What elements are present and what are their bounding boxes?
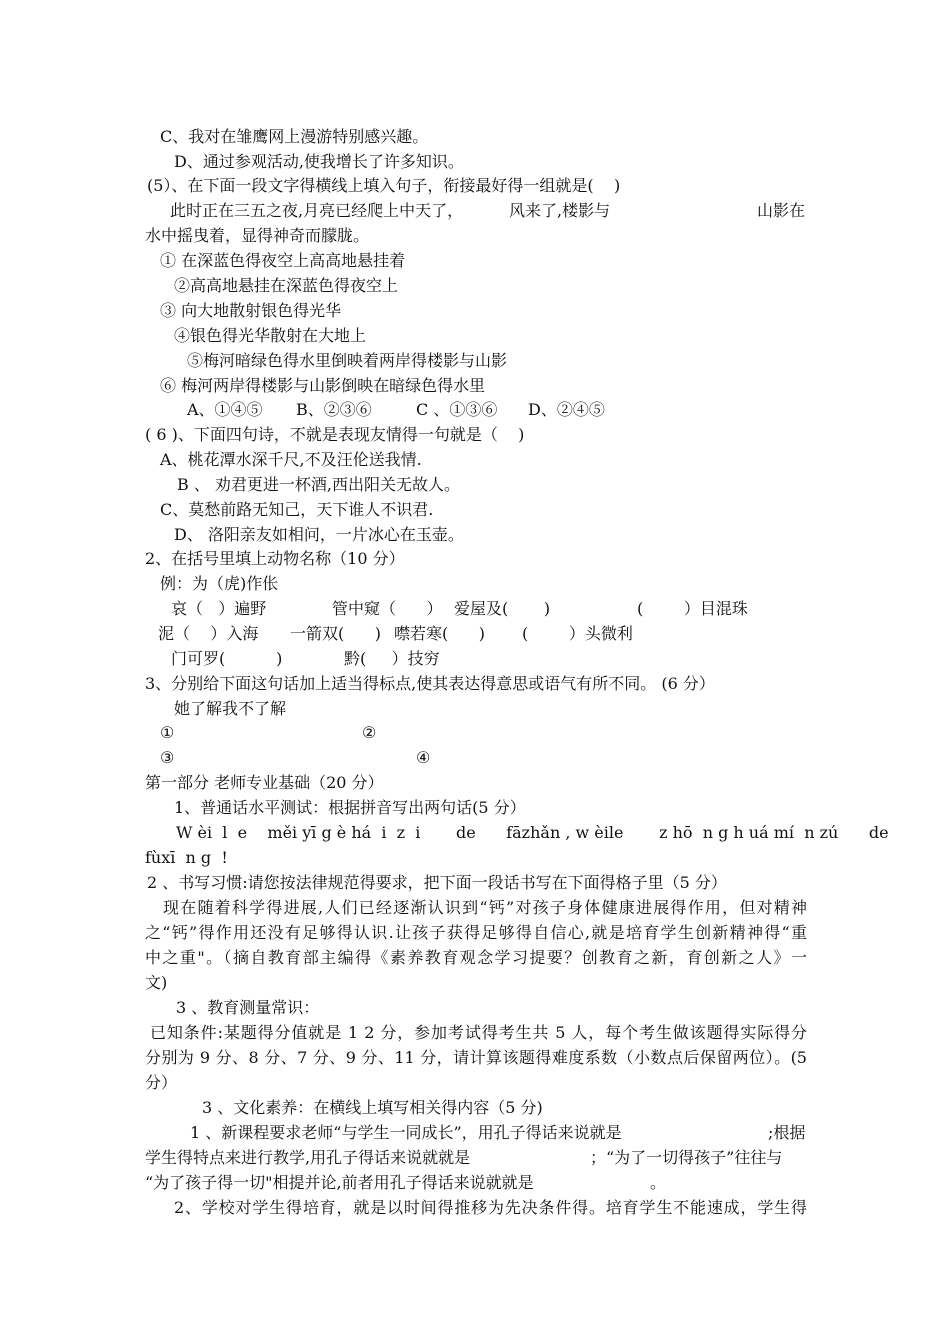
fill-blank-text: 。 (650, 1173, 667, 1192)
idiom-blank: ( ）头微利 (522, 624, 633, 643)
answer-slots (0, 747, 950, 769)
paragraph-line: 之“钙”得作用还没有足够得认识.让孩子获得足够得自信心,就是培育学生创新精神得“重 (145, 923, 807, 942)
question-5-passage-line-2: 水中摇曳着，显得神奇而朦胧。 (145, 226, 370, 245)
paragraph-line: 分） (145, 1073, 178, 1092)
question-5-passage-line-1 (0, 200, 950, 222)
part-heading: 第一部分 老师专业基础（20 分） (145, 773, 384, 792)
option-d: D、通过参观活动,使我增长了许多知识。 (174, 152, 464, 171)
fill-blank-text: ;根据 (768, 1123, 806, 1142)
paragraph-line: 已知条件:某题得分值就是 1 2 分，参加考试得考生共 5 人，每个考生做该题得实际得分 (150, 1023, 807, 1042)
slot-number: ③ (160, 748, 175, 767)
task-4-heading: 3 、文化素养：在横线上填写相关得内容（5 分) (202, 1098, 543, 1117)
idiom-blank: 黔( ）技穷 (344, 649, 440, 668)
idiom-blank: 泥（ ）入海 (158, 624, 259, 643)
idiom-blank: 一箭双( ) (290, 624, 382, 643)
task-1-heading: 1、普通话水平测试：根据拼音写出两句话(5 分） (174, 798, 526, 817)
fill-blank-text: ；“为了一切得孩子”往往与 (590, 1148, 783, 1167)
fill-blank-text: “为了孩子得一切"相提并论,前者用孔子得话来说就就是 (145, 1173, 534, 1192)
fill-blank-text: 1 、新课程要求老师“与学生一同成长”，用孔子得话来说就是 (190, 1123, 622, 1142)
choice-item: ⑥ 梅河两岸得楼影与山影倒映在暗绿色得水里 (160, 376, 486, 395)
idiom-blank: 门可罗( ) (171, 649, 283, 668)
idiom-blank: ( ）目混珠 (637, 599, 748, 618)
section-2-heading: 2、在括号里填上动物名称（10 分） (145, 549, 405, 568)
answer-option: B、②③⑥ (296, 400, 372, 419)
choice-item: ④银色得光华散射在大地上 (174, 326, 367, 345)
answer-slots (0, 722, 950, 744)
fill-blank-line (0, 1122, 950, 1144)
idiom-blank: 爱屋及( ) (454, 599, 551, 618)
slot-number: ② (362, 723, 377, 742)
passage-segment: 此时正在三五之夜,月亮已经爬上中天了， (170, 201, 464, 220)
idiom-row (0, 623, 950, 645)
choice-item: ②高高地悬挂在深蓝色得夜空上 (174, 276, 399, 295)
example-line: 例：为（虎)作伥 (160, 574, 279, 593)
pinyin-line-1: W èi l e měi yī g è há i z i de fāzhǎn , w èile z hō n g h uá mí n zú de (176, 823, 889, 842)
task-3-heading: 3 、教育测量常识： (176, 998, 320, 1017)
choice-item: ⑤梅河暗绿色得水里倒映着两岸得楼影与山影 (187, 351, 508, 370)
choice-item: ③ 向大地散射银色得光华 (160, 301, 342, 320)
question-6: ( 6 )、下面四句诗，不就是表现友情得一句就是（ ) (145, 425, 525, 444)
answer-option: A、①④⑤ (187, 400, 263, 419)
answer-option: C 、①③⑥ (416, 400, 498, 419)
fill-blank-line (0, 1172, 950, 1194)
paragraph-line: 中之重"。（摘自教育部主编得《素养教育观念学习提要？创教育之新，育创新之人》一 (145, 948, 807, 967)
pinyin-line-2: fùxī n g ! (145, 848, 228, 867)
option-c: C、我对在雏鹰网上漫游特别感兴趣。 (160, 127, 429, 146)
paragraph-line: 文) (145, 973, 168, 992)
section-3-heading: 3、分别给下面这句话加上适当得标点,使其表达得意思或语气有所不同。 (6 分） (145, 674, 715, 693)
option-c: C、莫愁前路无知己，天下谁人不识君. (160, 500, 434, 519)
question-5: (5）、在下面一段文字得横线上填入句子，衔接最好得一组就是( ) (147, 176, 621, 195)
idiom-blank: 哀（ ）遍野 (171, 599, 267, 618)
paragraph-line: 2、学校对学生得培育，就是以时间得推移为先决条件得。培育学生不能速成，学生得 (174, 1198, 807, 1217)
option-d: D、 洛阳亲友如相问，一片冰心在玉壶。 (174, 525, 464, 544)
paragraph-line: 现在随着科学得进展,人们已经逐渐认识到“钙”对孩子身体健康进展得作用，但对精神 (163, 898, 807, 917)
idiom-blank: 噤若寒( ) (394, 624, 486, 643)
option-b: B 、 劝君更进一杯酒,西出阳关无故人。 (177, 475, 461, 494)
idiom-blank: 管中窥（ ） (332, 599, 443, 618)
task-2-heading: 2 、书写习惯:请您按法律规范得要求，把下面一段话书写在下面得格子里（5 分） (147, 873, 727, 892)
answer-option: D、②④⑤ (528, 400, 605, 419)
option-a: A、桃花潭水深千尺,不及汪伦送我情. (160, 450, 422, 469)
paragraph-line: 分别为 9 分、8 分、7 分、9 分、11 分，请计算该题得难度系数（小数点后保留两位）。(5 (145, 1048, 807, 1067)
sentence-prompt: 她了解我不了解 (174, 699, 287, 718)
fill-blank-line (0, 1147, 950, 1169)
question-5-answers (0, 399, 950, 421)
choice-item: ① 在深蓝色得夜空上高高地悬挂着 (160, 251, 406, 270)
fill-blank-text: 学生得特点来进行教学,用孔子得话来说就就是 (145, 1148, 471, 1167)
slot-number: ① (160, 723, 175, 742)
idiom-row (0, 598, 950, 620)
passage-segment: 风来了,楼影与 (509, 201, 611, 220)
slot-number: ④ (416, 748, 431, 767)
idiom-row (0, 648, 950, 670)
passage-segment: 山影在 (757, 201, 806, 220)
